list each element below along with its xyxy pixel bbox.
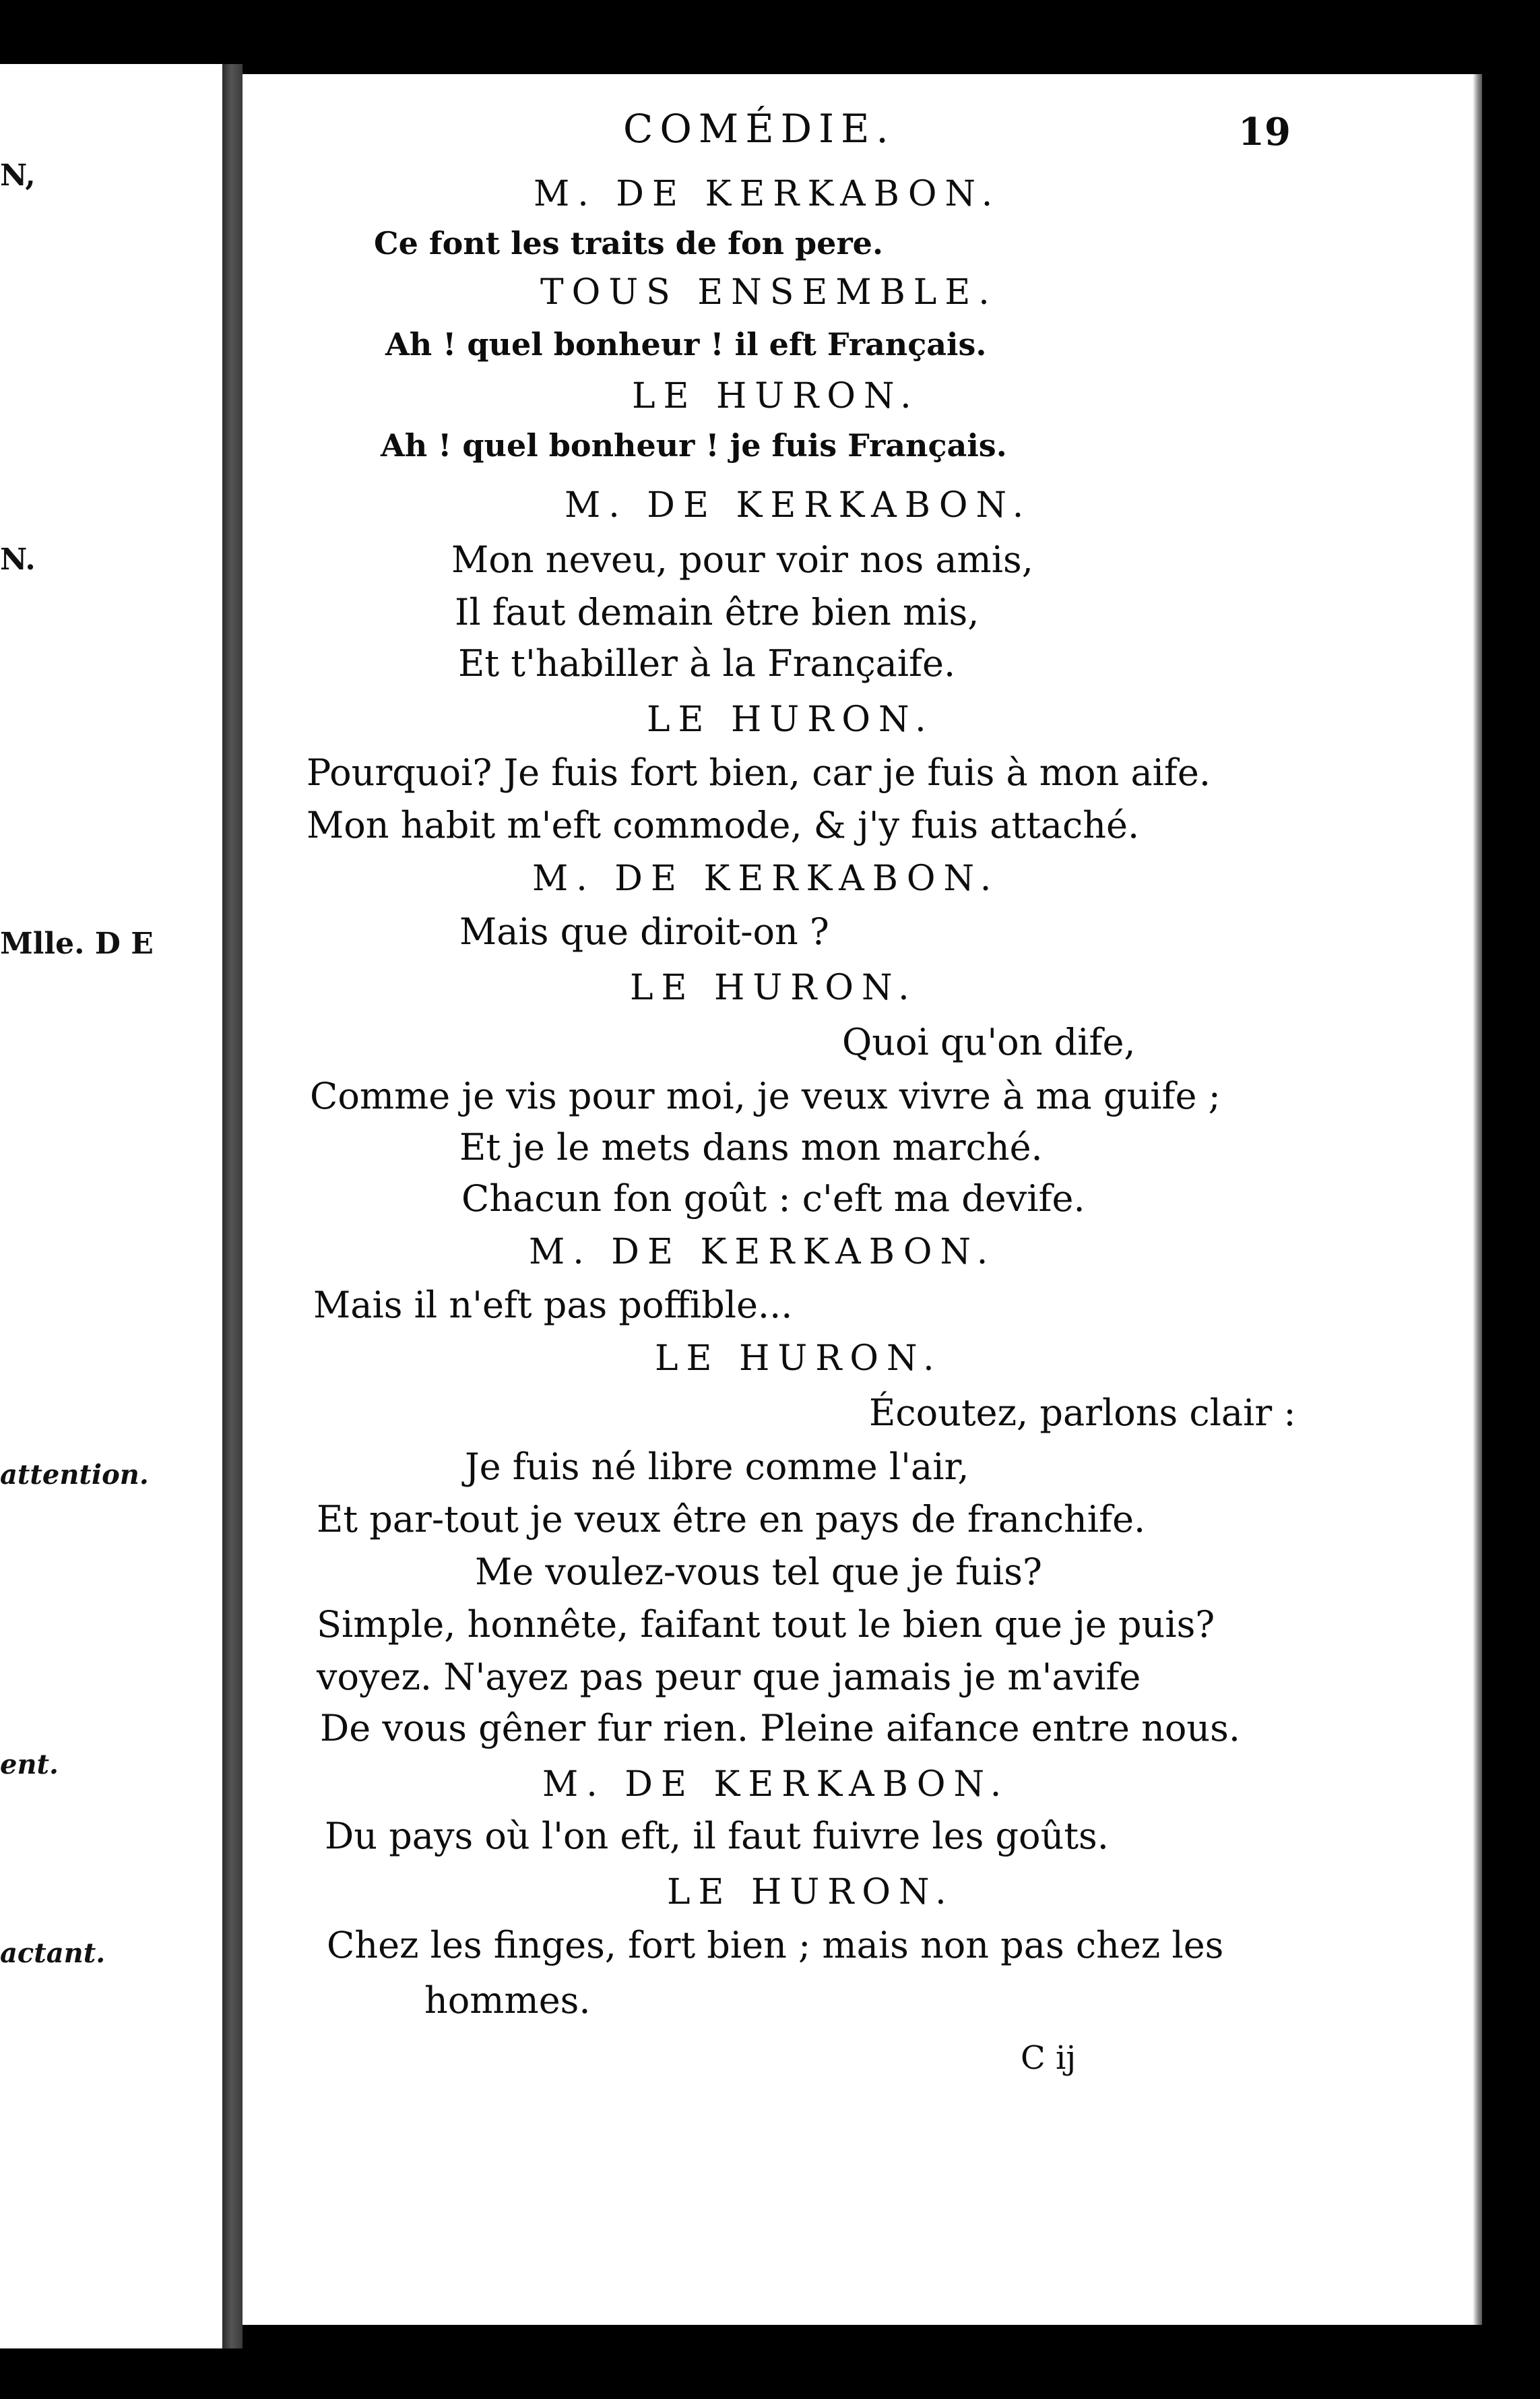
- left-fragment: Mlle. D E: [0, 927, 154, 961]
- left-fragment: actant.: [0, 1937, 106, 1969]
- verse-line: Ah ! quel bonheur ! je fuis Français.: [381, 427, 1007, 464]
- speaker-heading: M. DE KERKABON.: [534, 174, 1001, 214]
- book-page: [243, 74, 1482, 2325]
- verse-line: Mais il n'eft pas poffible...: [313, 1284, 793, 1326]
- verse-line: Simple, honnête, faifant tout le bien que je puis?: [317, 1603, 1215, 1646]
- left-facing-page: [0, 64, 222, 2348]
- verse-line: Pourquoi? Je fuis fort bien, car je fuis à mon aife.: [307, 751, 1211, 794]
- verse-line: voyez. N'ayez pas peur que jamais je m'avife: [317, 1656, 1141, 1698]
- running-head: COMÉDIE.: [623, 106, 895, 152]
- speaker-heading: M. DE KERKABON.: [565, 485, 1032, 526]
- speaker-heading: LE HURON.: [632, 376, 920, 416]
- book-gutter: [222, 64, 243, 2348]
- speaker-heading: M. DE KERKABON.: [529, 1232, 996, 1272]
- verse-line: Et par-tout je veux être en pays de franchife.: [317, 1498, 1146, 1540]
- verse-line: Comme je vis pour moi, je veux vivre à ma guife ;: [310, 1075, 1221, 1117]
- signature-mark: C ij: [1021, 2039, 1077, 2077]
- left-fragment: ent.: [0, 1749, 59, 1780]
- speaker-heading: LE HURON.: [647, 699, 934, 740]
- speaker-heading: LE HURON.: [667, 1872, 955, 1912]
- verse-line: Et t'habiller à la Françaife.: [458, 642, 956, 685]
- left-fragment: N,: [0, 158, 36, 193]
- verse-line: Je fuis né libre comme l'air,: [465, 1445, 969, 1488]
- verse-line: Chacun fon goût : c'eft ma devife.: [461, 1177, 1085, 1220]
- verse-line: Et je le mets dans mon marché.: [459, 1126, 1043, 1169]
- speaker-heading: M. DE KERKABON.: [532, 859, 1000, 899]
- verse-line: hommes.: [424, 1979, 591, 2022]
- verse-line: Mon neveu, pour voir nos amis,: [451, 538, 1033, 581]
- page-edge-shadow: [1473, 74, 1482, 2325]
- verse-line: Mais que diroit-on ?: [459, 910, 829, 953]
- speaker-heading: TOUS ENSEMBLE.: [540, 272, 998, 313]
- verse-line: Mon habit m'eft commode, & j'y fuis attaché.: [307, 804, 1140, 846]
- verse-line: Quoi qu'on dife,: [842, 1021, 1136, 1063]
- speaker-heading: LE HURON.: [630, 968, 918, 1008]
- left-fragment: attention.: [0, 1459, 149, 1491]
- verse-line: Il faut demain être bien mis,: [455, 591, 980, 633]
- verse-line: Du pays où l'on eft, il faut fuivre les goûts.: [325, 1815, 1109, 1857]
- verse-line: De vous gêner fur rien. Pleine aifance entre nous.: [320, 1707, 1241, 1749]
- verse-line: Ce font les traits de fon pere.: [374, 225, 883, 261]
- speaker-heading: M. DE KERKABON.: [542, 1764, 1010, 1805]
- verse-line: Chez les finges, fort bien ; mais non pas chez les: [327, 1924, 1224, 1966]
- left-fragment: N.: [0, 542, 36, 577]
- verse-line: Me voulez-vous tel que je fuis?: [475, 1551, 1042, 1593]
- verse-line: Écoutez, parlons clair :: [869, 1392, 1296, 1434]
- speaker-heading: LE HURON.: [655, 1338, 942, 1379]
- verse-line: Ah ! quel bonheur ! il eft Français.: [385, 326, 987, 363]
- page-number: 19: [1238, 110, 1291, 154]
